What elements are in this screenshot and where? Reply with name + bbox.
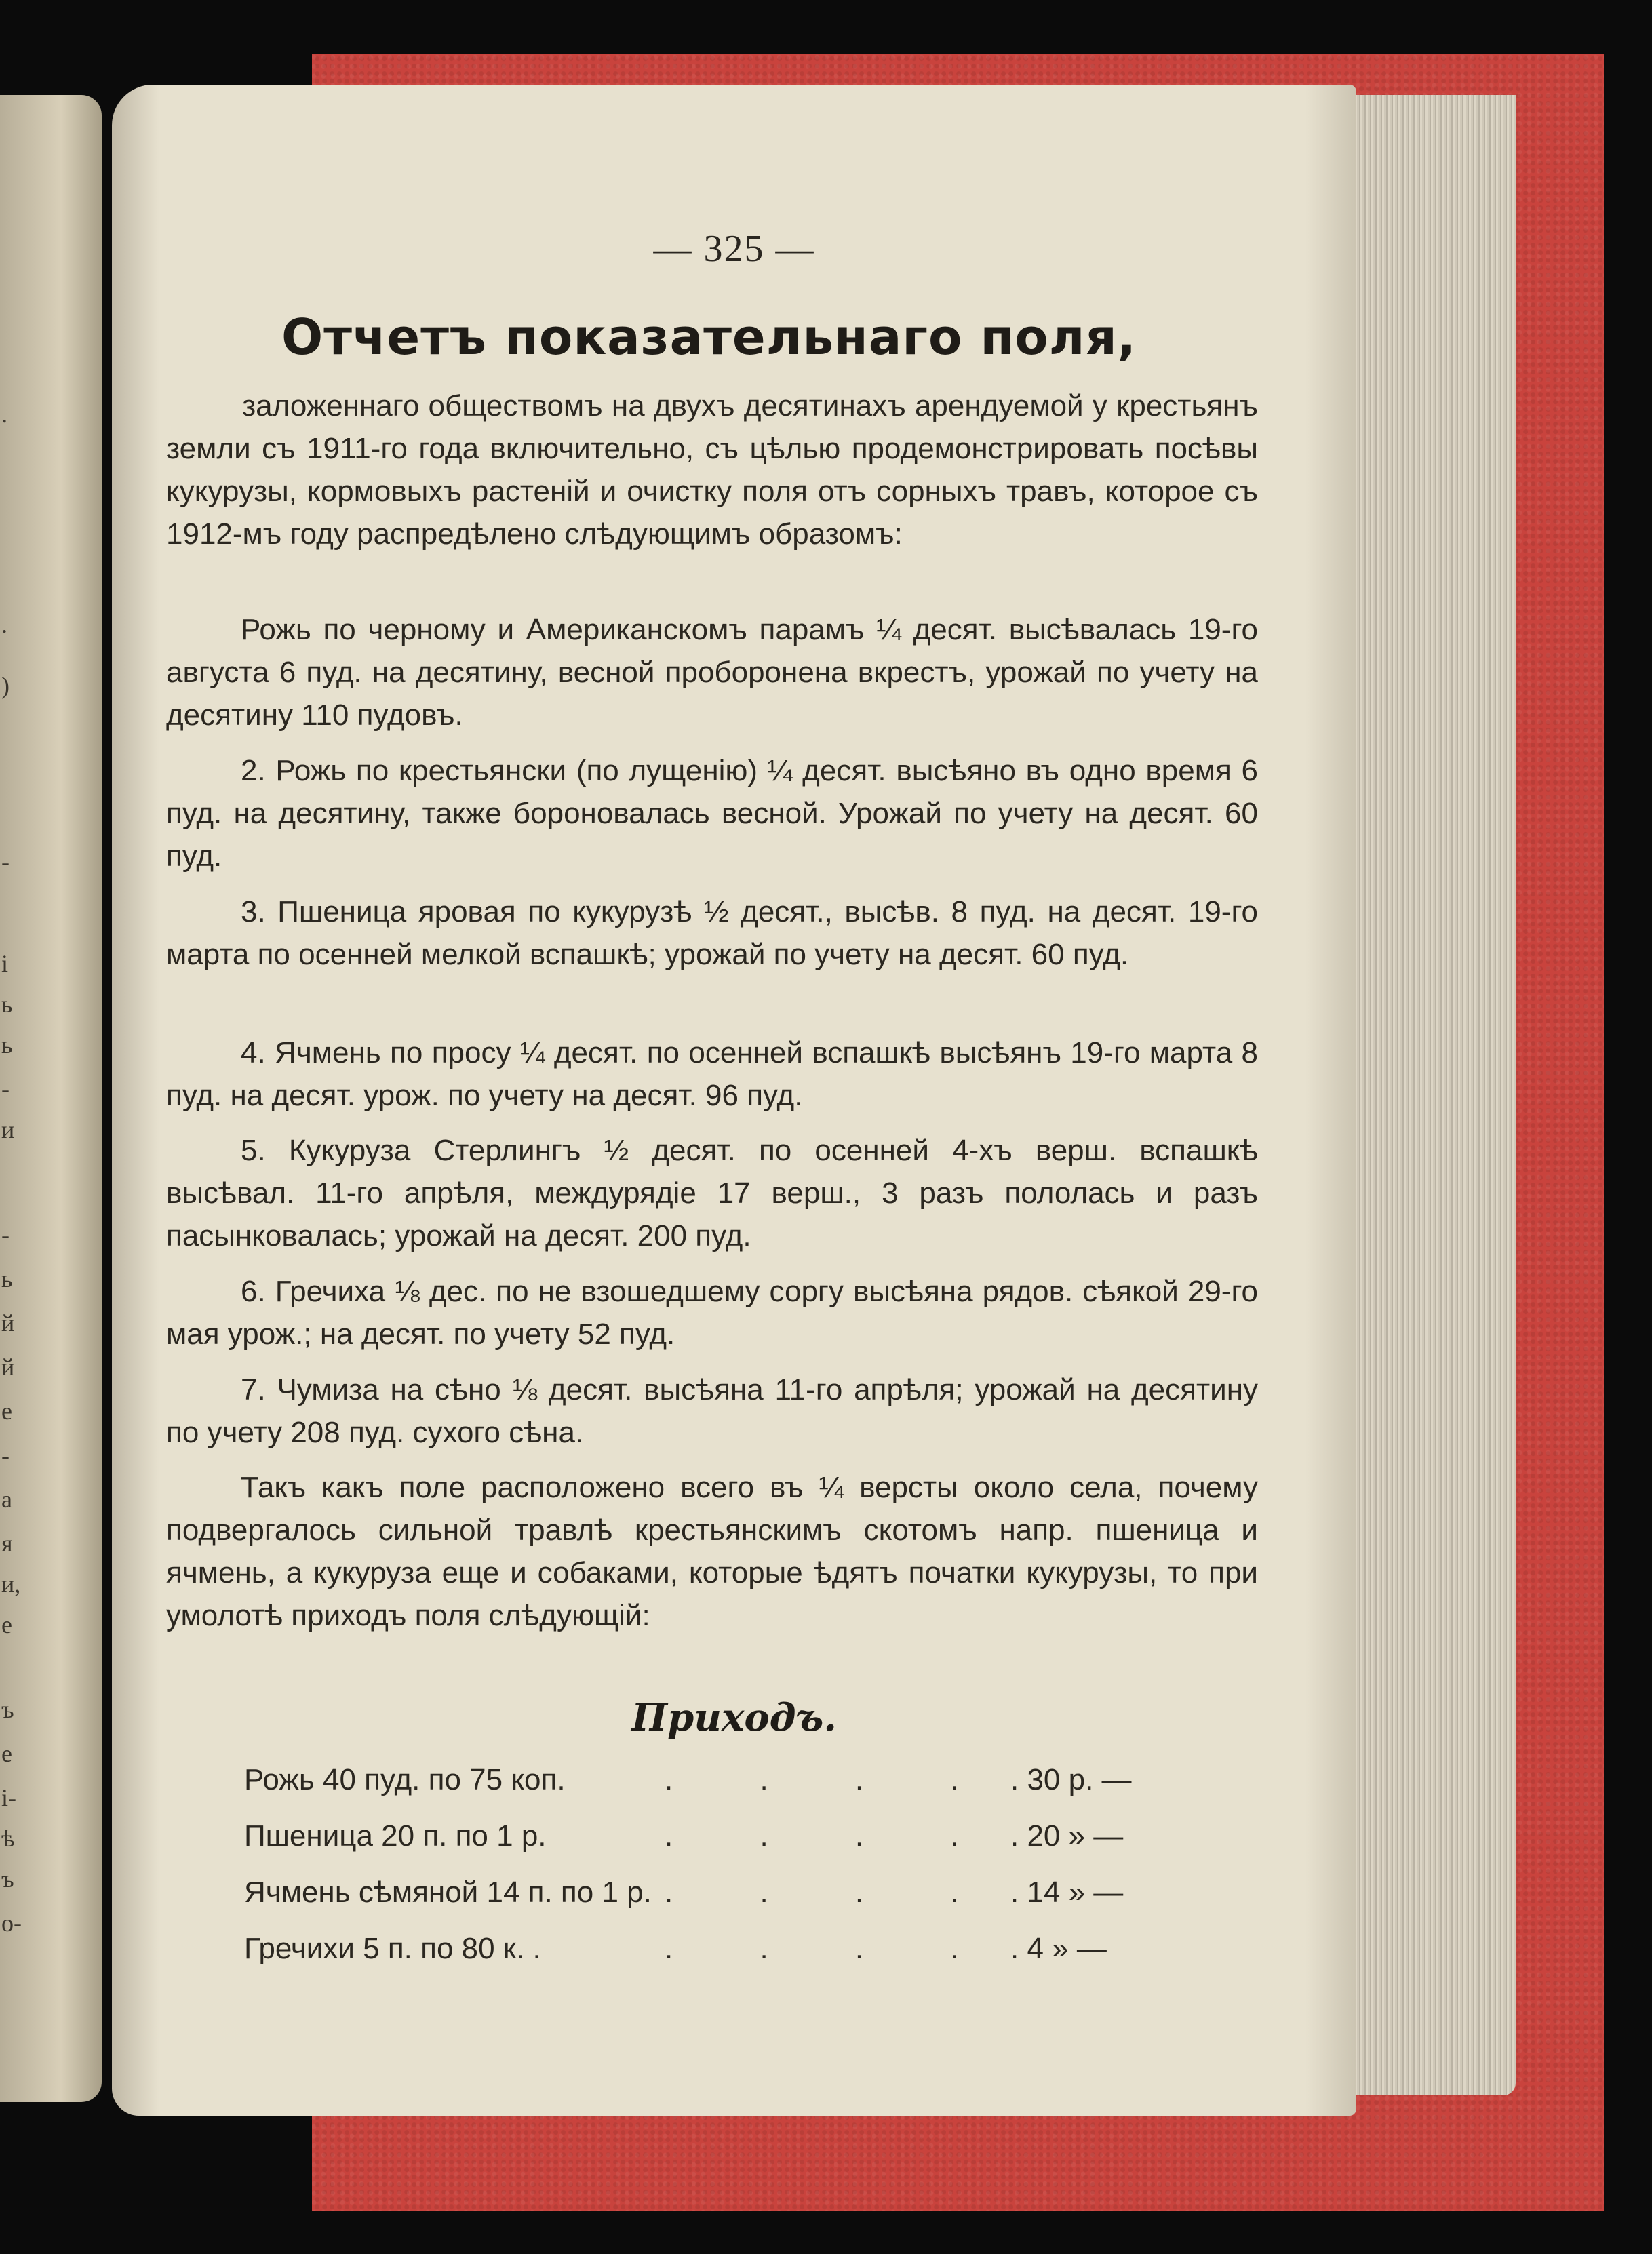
left-page-glyphs [0,95,102,2102]
left-page-glyph: і- [1,1784,16,1811]
ledger-item: Гречихи 5 п. по 80 к. . [244,1932,541,1965]
ledger-leader-dots: . . . . [665,1876,998,1909]
ledger-title: Приходъ. [631,1695,837,1740]
left-page-glyph: . [1,611,7,638]
left-page-glyph: ъ [1,1696,14,1723]
paragraph-8: Такъ какъ поле расположено всего въ ¼ версты около села, почему подвергалось сильной травлѣ крестьянскимъ скотомъ напр. пшеница и ячмень, а кукуруза еще и собаками, которые ѣдятъ початки кукурузы, то при умолотѣ приходъ поля слѣдующій: [166,1471,1258,1632]
paragraph-1: Рожь по черному и Американскомъ парамъ ¼ десят. высѣвалась 19-го августа 6 пуд. на десятину, весной проборонена вкрестъ, урожай по учету на десятину 110 пудовъ. [166,613,1258,732]
ledger-row [244,1932,1227,1979]
paragraph-6: 6. Гречиха ⅛ дес. по не взошедшему соргу высѣяна рядов. сѣякой 29-го мая урож.; на десят. по учету 52 пуд. [166,1275,1258,1351]
page-number: — 325 — [653,228,815,270]
left-page-glyph: - [1,848,9,875]
ledger-amount: . 14 » — [1010,1876,1124,1909]
paragraph-7: 7. Чумиза на сѣно ⅛ десят. высѣяна 11-го апрѣля; урожай на десятину по учету 208 пуд. сухого сѣна. [166,1373,1258,1449]
paragraph-4: 4. Ячмень по просу ¼ десят. по осенней вспашкѣ высѣянъ 19-го марта 8 пуд. на десят. урож. по учету на десят. 96 пуд. [166,1036,1258,1112]
ledger-leader-dots: . . . . [665,1932,998,1965]
left-page-glyph: я [1,1530,13,1557]
ledger-row [244,1763,1227,1811]
left-page-glyph: е [1,1611,12,1638]
left-page-glyph: и, [1,1570,21,1598]
left-page-glyph: и [1,1116,15,1143]
left-page-glyph: о- [1,1910,22,1937]
left-page-glyph: i [1,950,9,977]
left-page-glyph: ь [1,1265,13,1292]
left-page-glyph: ь [1,1031,13,1059]
ledger-amount: . 30 р. — [1010,1763,1132,1796]
intro-paragraph: заложеннаго обществомъ на двухъ десятинахъ арендуемой у крестьянъ земли съ 1911-го года включительно, съ цѣлью продемонстрировать посѣвы кукурузы, кормовыхъ растеній и очистку поля отъ сорныхъ травъ, которое съ 1912-мъ году распредѣлено слѣдующимъ образомъ: [166,389,1258,551]
left-page-glyph: . [1,401,7,428]
left-page-glyph: ъ [1,1865,14,1893]
ledger-row [244,1876,1227,1923]
ledger-item: Ячмень сѣмяной 14 п. по 1 р. [244,1876,652,1909]
left-page-glyph: а [1,1486,12,1513]
ledger-amount: . 4 » — [1010,1932,1107,1965]
left-page-glyph: - [1,1221,9,1248]
left-page-edge [0,95,102,2102]
ledger-item: Рожь 40 пуд. по 75 коп. [244,1763,566,1796]
left-page-glyph: ь [1,991,13,1018]
ledger-amount: . 20 » — [1010,1819,1124,1853]
ledger-row [244,1819,1227,1867]
left-page-glyph: е [1,1740,12,1767]
left-page-glyph: - [1,1442,9,1469]
left-page-glyph: е [1,1398,12,1425]
left-page-glyph: й [1,1353,15,1381]
left-page-glyph: ) [1,672,9,699]
ledger-leader-dots: . . . . [665,1819,998,1853]
left-page-glyph: й [1,1309,15,1337]
paragraph-2: 2. Рожь по крестьянски (по лущенію) ¼ десят. высѣяно въ одно время 6 пуд. на десятину, также бороновалась весной. Урожай по учету на десят. 60 пуд. [166,754,1258,873]
ledger-item: Пшеница 20 п. по 1 р. [244,1819,547,1853]
book-page [112,85,1356,2116]
paragraph-3: 3. Пшеница яровая по кукурузѣ ½ десят., высѣв. 8 пуд. на десят. 19-го марта по осенней мелкой вспашкѣ; урожай по учету на десят. 60 пуд. [166,895,1258,971]
page-stack-edge [1346,95,1516,2095]
paragraph-5: 5. Кукуруза Стерлингъ ½ десят. по осенней 4-хъ верш. вспашкѣ высѣвал. 11-го апрѣля, междурядіе 17 верш., 3 разъ пололась и разъ пасынковалась; урожай на десят. 200 пуд. [166,1134,1258,1252]
left-page-glyph: - [1,1075,9,1103]
left-page-glyph: ѣ [1,1825,15,1852]
page-heading: Отчетъ показательнаго поля, [281,309,1137,365]
ledger-leader-dots: . . . . [665,1763,998,1796]
